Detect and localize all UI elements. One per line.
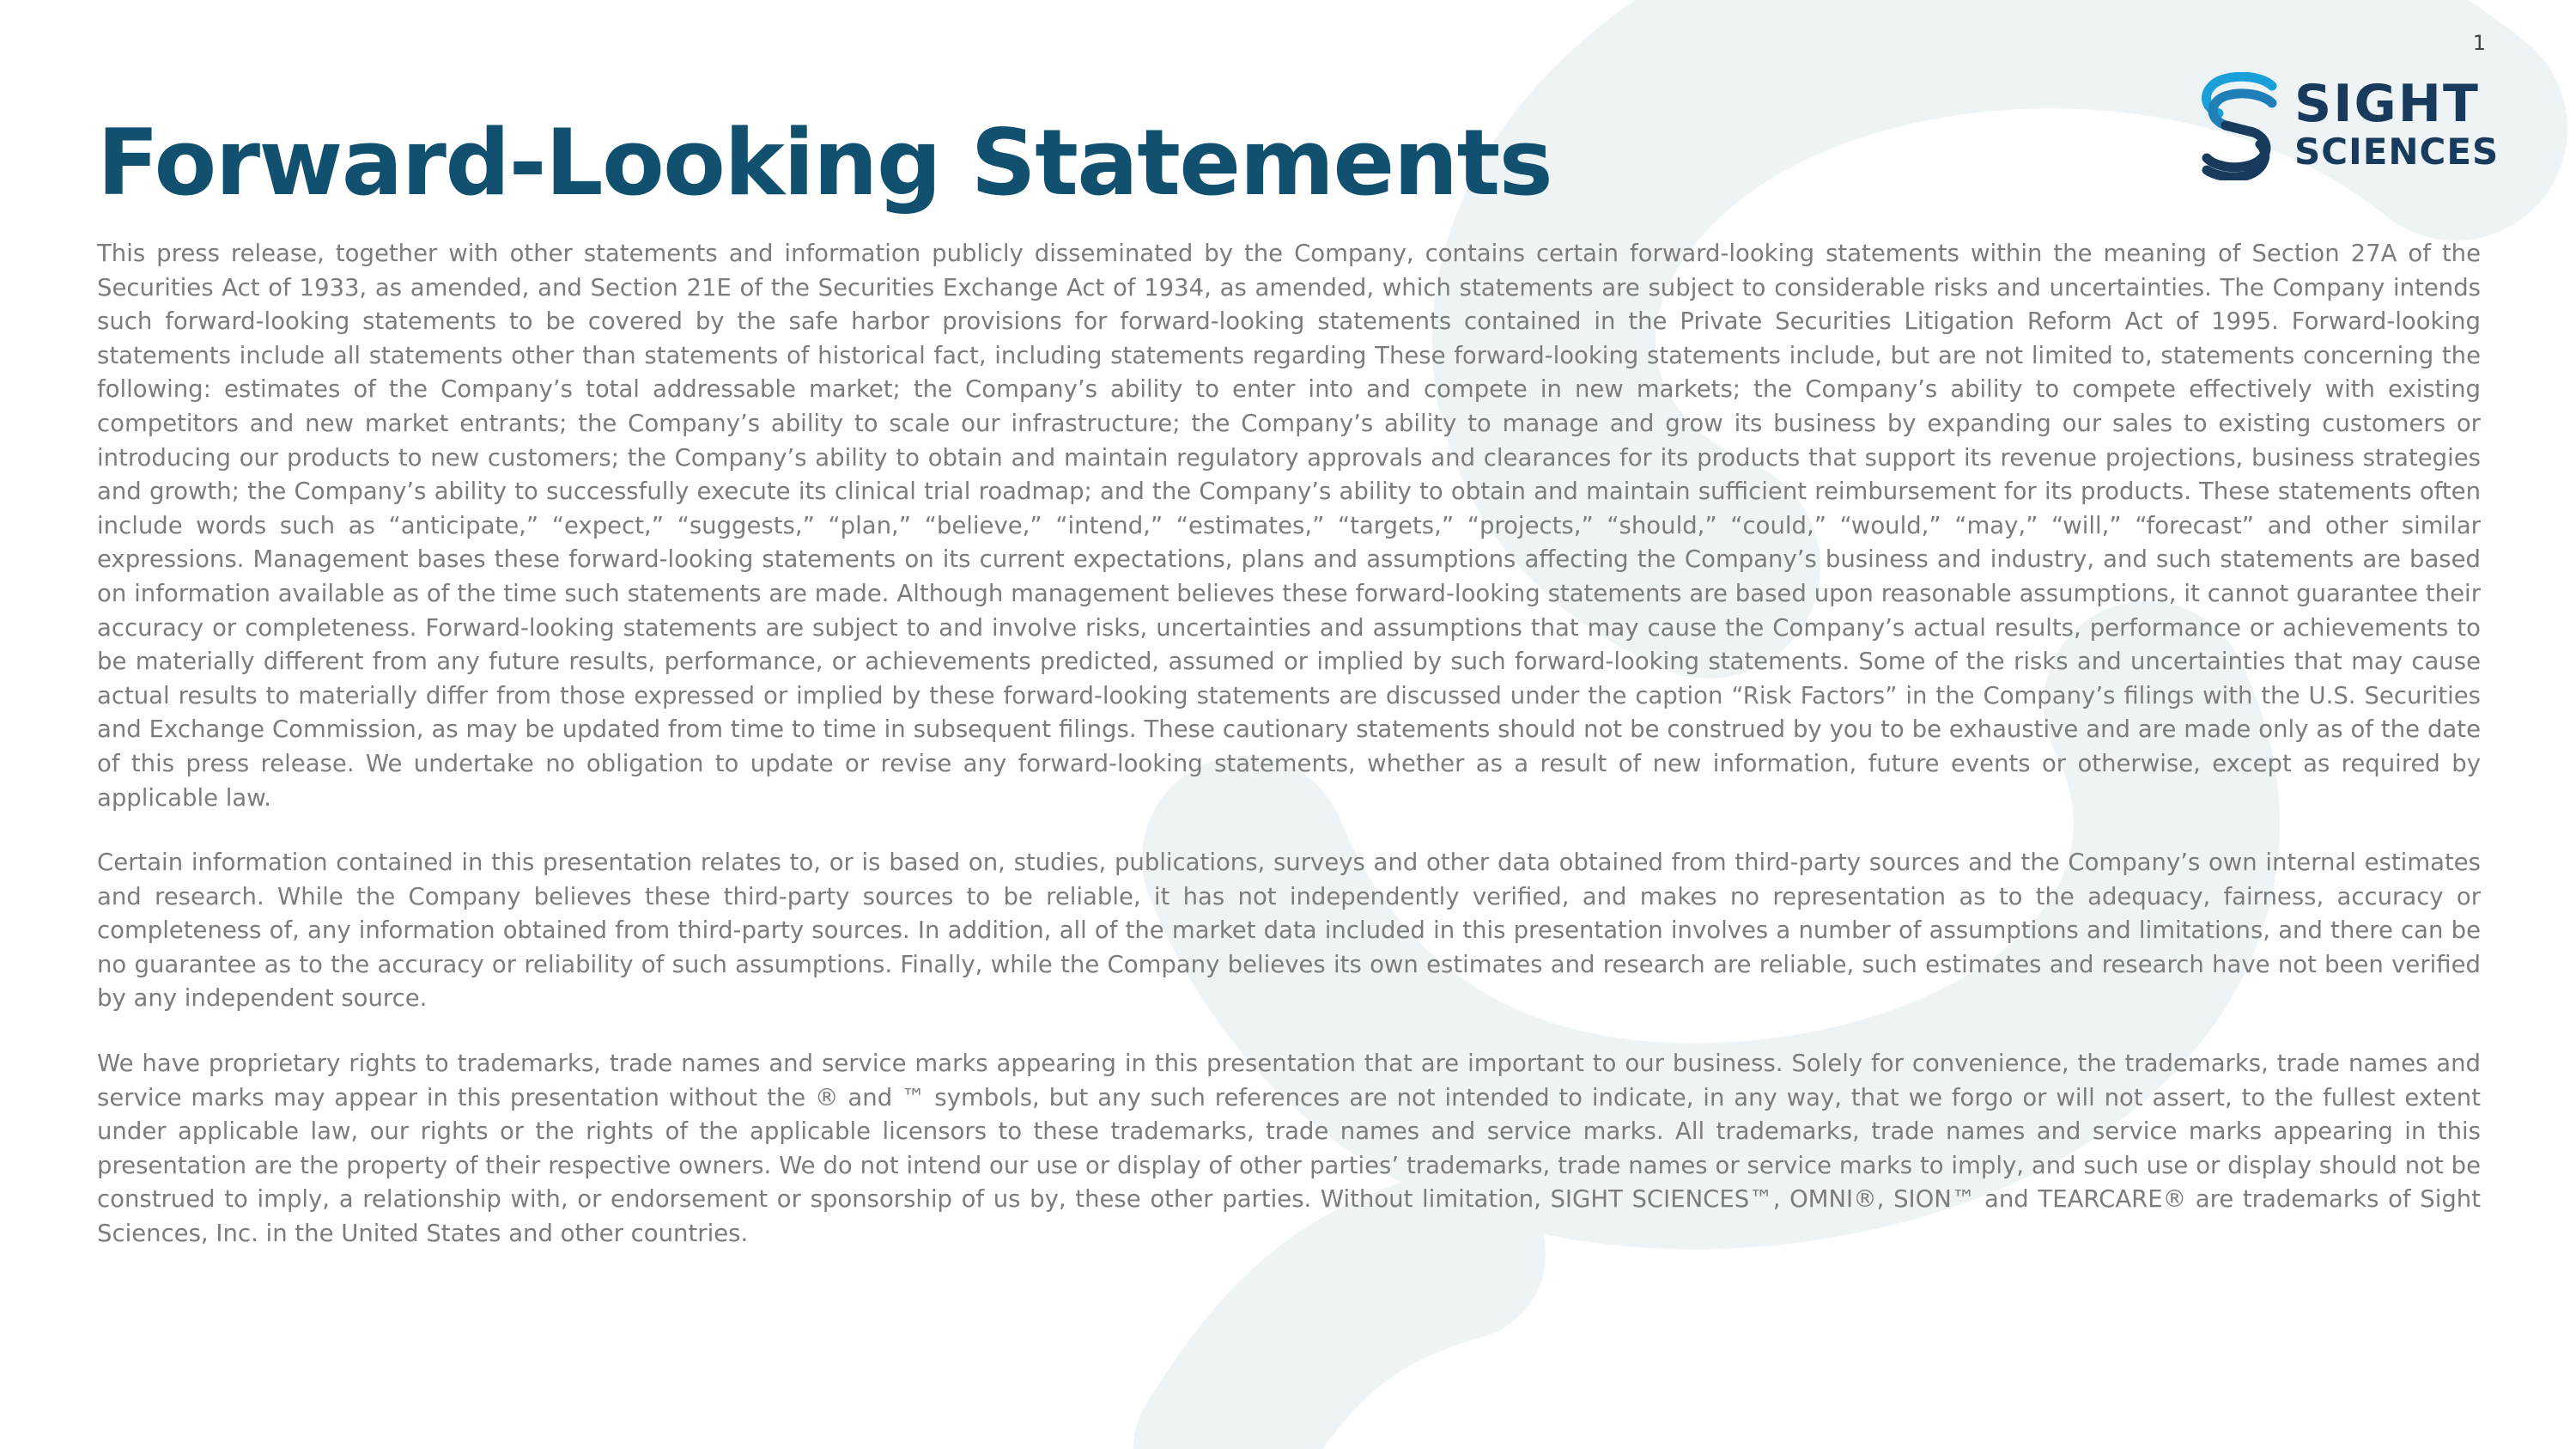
page-number: 1 [2472, 31, 2486, 55]
paragraph-third-party-data: Certain information contained in this presentation relates to, or is based on, studies, publications, surveys and other data obtained from third-party sources and the Company’s own internal estimates and research. While the Company believes these third-party sources to be reliable, it has not independently verified, and makes no representation as to the adequacy, fairness, accuracy or completeness of, any information obtained from third-party sources. In addition, all of the market data included in this presentation involves a number of assumptions and limitations, and there can be no guarantee as to the accuracy or reliability of such assumptions. Finally, while the Company believes its own estimates and research are reliable, such estimates and research have not been verified by any independent source. [97, 849, 2481, 1013]
paragraph-trademarks: We have proprietary rights to trademarks, trade names and service marks appearing in this presentation that are important to our business. Solely for convenience, the trademarks, trade names and service marks may appear in this presentation without the ® and ™ symbols, but any such references are not intended to indicate, in any way, that we forgo or will not assert, to the fullest extent under applicable law, our rights or the rights of the applicable licensors to these trademarks, trade names and service marks. All trademarks, trade names and service marks appearing in this presentation are the property of their respective owners. We do not intend our use or display of other parties’ trademarks, trade names or service marks to imply, and such use or display should not be construed to imply, a relationship with, or endorsement or sponsorship of us by, these other parties. Without limitation, SIGHT SCIENCES™, OMNI®, SION™ and TEARCARE® are trademarks of Sight Sciences, Inc. in the United States and other countries. [97, 1050, 2481, 1248]
company-logo [2200, 72, 2500, 180]
paragraph-forward-looking: This press release, together with other statements and information publicly disseminated by the Company, contains certain forward-looking statements within the meaning of Section 27A of the Securities Act of 1933, as amended, and Section 21E of the Securities Exchange Act of 1934, as amended, which statements are subject to considerable risks and uncertainties. The Company intends such forward-looking statements to be covered by the safe harbor provisions for forward-looking statements contained in the Private Securities Litigation Reform Act of 1995. Forward-looking statements include all statements other than statements of historical fact, including statements regarding These forward-looking statements include, but are not limited to, statements concerning the following: estimates of the Company’s total addressable market; the Company’s ability to enter into and compete in new markets; the Company’s ability to compete effectively with existing competitors and new market entrants; the Company’s ability to scale our infrastructure; the Company’s ability to manage and grow its business by expanding our sales to existing customers or introducing our products to new customers; the Company’s ability to obtain and maintain regulatory approvals and clearances for its products that support its revenue projections, business strategies and growth; the Company’s ability to successfully execute its clinical trial roadmap; and the Company’s ability to obtain and maintain sufficient reimbursement for its products. These statements often include words such as “anticipate,” “expect,” “suggests,” “plan,” “believe,” “intend,” “estimates,” “targets,” “projects,” “should,” “could,” “would,” “may,” “will,” “forecast” and other similar expressions. Management bases these forward-looking statements on its current expectations, plans and assumptions affecting the Company’s business and industry, and such statements are based on information available as of the time such statements are made. Although management believes these forward-looking statements are based upon reasonable assumptions, it cannot guarantee their accuracy or completeness. Forward-looking statements are subject to and involve risks, uncertainties and assumptions that may cause the Company’s actual results, performance or achievements to be materially different from any future results, performance, or achievements predicted, assumed or implied by such forward-looking statements. Some of the risks and uncertainties that may cause actual results to materially differ from those expressed or implied by these forward-looking statements are discussed under the caption “Risk Factors” in the Company’s filings with the U.S. Securities and Exchange Commission, as may be updated from time to time in subsequent filings. These cautionary statements should not be construed by you to be exhaustive and are made only as of the date of this press release. We undertake no obligation to update or revise any forward-looking statements, whether as a result of new information, future events or otherwise, except as required by applicable law. [97, 240, 2481, 812]
sight-sciences-s-logo-icon [2200, 72, 2279, 180]
logo-text-sciences: SCIENCES [2294, 131, 2500, 173]
logo-text-sight: SIGHT [2294, 74, 2480, 134]
body-text [97, 237, 2481, 1282]
page-title: Forward-Looking Statements [97, 110, 1552, 216]
